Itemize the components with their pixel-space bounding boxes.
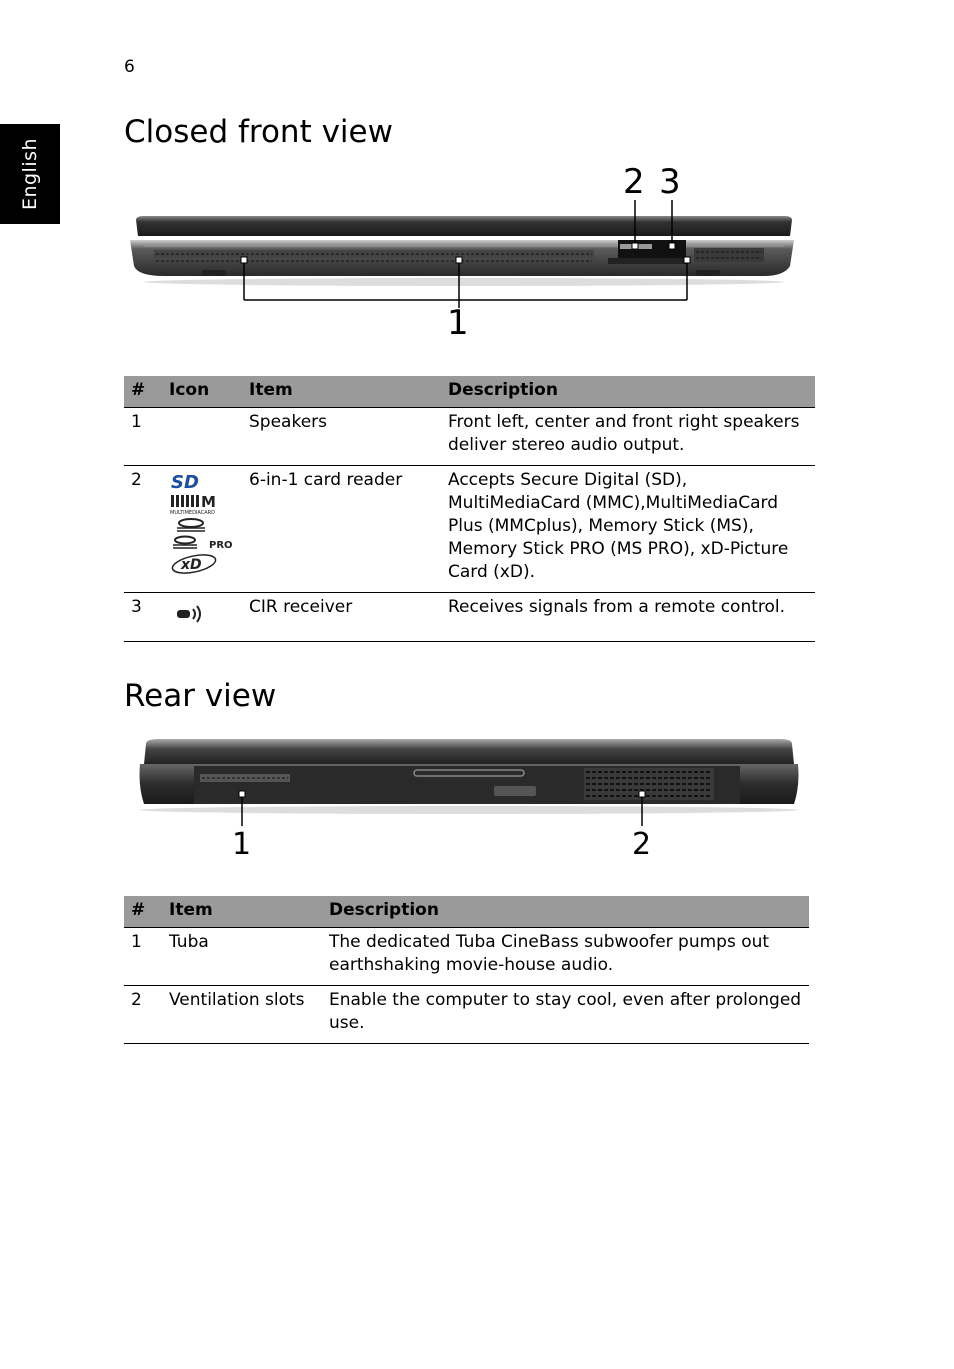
row-icon — [162, 408, 242, 466]
xd-picture-card-icon — [169, 553, 219, 575]
header-number: # — [124, 376, 162, 408]
row-description: Front left, center and front right speakers deliver stereo audio output. — [441, 408, 815, 466]
row-item: CIR receiver — [242, 593, 441, 642]
svg-text:PRO: PRO — [209, 540, 233, 551]
header-icon: Icon — [162, 376, 242, 408]
header-description: Description — [322, 896, 809, 928]
svg-text:xD: xD — [181, 557, 202, 573]
closed-front-view-heading: Closed front view — [124, 114, 393, 150]
row-number: 2 — [124, 466, 162, 593]
table-row — [124, 408, 815, 466]
row-number: 1 — [124, 928, 162, 986]
row-icon — [162, 593, 242, 642]
rear-view-figure — [124, 734, 814, 869]
header-item: Item — [242, 376, 441, 408]
row-description: Accepts Secure Digital (SD), MultiMediaCard (MMC),MultiMediaCard Plus (MMCplus), Memory Stick (MS), Memory Stick PRO (MS PRO), xD-Picture Card (xD). — [441, 466, 815, 593]
closed-front-view-figure — [124, 160, 804, 345]
rear-callout-1: 1 — [232, 827, 252, 862]
row-item: Speakers — [242, 408, 441, 466]
row-icon — [162, 466, 242, 593]
row-description: The dedicated Tuba CineBass subwoofer pumps out earthshaking movie-house audio. — [322, 928, 809, 986]
rear-callout-2: 2 — [632, 827, 652, 862]
laptop-rear-illustration — [124, 734, 814, 869]
front-callout-2: 2 — [623, 162, 645, 202]
memory-stick-pro-icon — [169, 535, 235, 551]
row-number: 1 — [124, 408, 162, 466]
row-item: Tuba — [162, 928, 322, 986]
table-header-row — [124, 896, 809, 928]
language-tab — [0, 124, 60, 224]
closed-front-view-table — [124, 376, 815, 642]
rear-view-heading: Rear view — [124, 678, 277, 714]
row-description: Enable the computer to stay cool, even after prolonged use. — [322, 986, 809, 1044]
language-tab-label: English — [19, 137, 42, 211]
header-number: # — [124, 896, 162, 928]
front-callout-1: 1 — [447, 303, 469, 343]
header-item: Item — [162, 896, 322, 928]
table-row — [124, 593, 815, 642]
sd-card-icon — [169, 471, 209, 491]
memory-stick-icon — [169, 517, 213, 533]
multimediacard-icon — [169, 493, 225, 515]
svg-text:M: M — [201, 493, 216, 511]
svg-text:MULTIMEDIACARD: MULTIMEDIACARD — [170, 510, 215, 515]
table-row — [124, 986, 809, 1044]
row-number: 3 — [124, 593, 162, 642]
row-item: Ventilation slots — [162, 986, 322, 1044]
rear-view-table — [124, 896, 809, 1044]
header-description: Description — [441, 376, 815, 408]
row-description: Receives signals from a remote control. — [441, 593, 815, 642]
table-header-row — [124, 376, 815, 408]
front-callout-3: 3 — [659, 162, 681, 202]
table-row — [124, 928, 809, 986]
row-item: 6-in-1 card reader — [242, 466, 441, 593]
row-number: 2 — [124, 986, 162, 1044]
table-row — [124, 466, 815, 593]
cir-receiver-icon — [169, 598, 205, 626]
page-number: 6 — [124, 57, 135, 77]
svg-text:SD: SD — [171, 472, 199, 491]
